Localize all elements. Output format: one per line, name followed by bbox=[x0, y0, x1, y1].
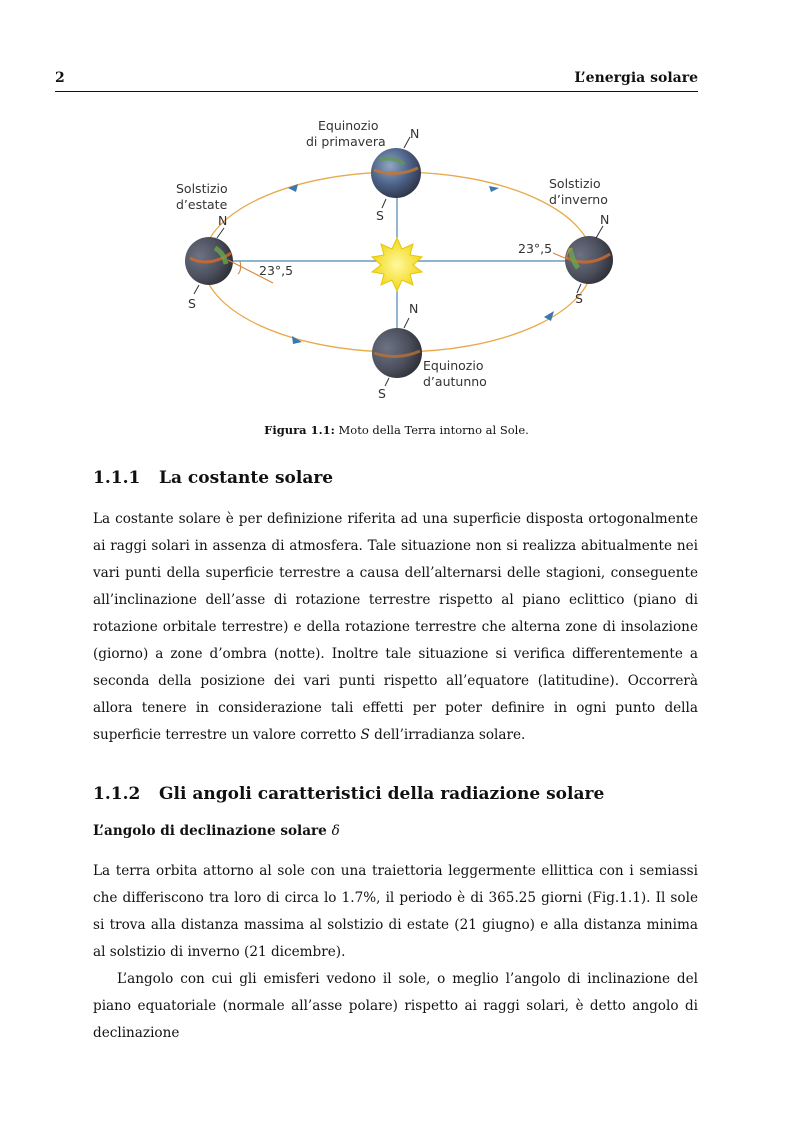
label-tilt-right: 23°,5 bbox=[518, 241, 553, 256]
page-number: 2 bbox=[55, 70, 65, 86]
section-title: La costante solare bbox=[159, 468, 334, 488]
earth-summer-solstice-icon bbox=[185, 237, 233, 285]
label-spring-n: N bbox=[410, 126, 420, 141]
label-autumn-2: d’autunno bbox=[423, 374, 487, 389]
label-autumn-1: Equinozio bbox=[423, 358, 484, 373]
label-winter-2: d’inverno bbox=[549, 192, 608, 207]
label-summer-2: d’estate bbox=[176, 197, 228, 212]
section-number: 1.1.2 bbox=[93, 784, 141, 804]
label-autumn-s: S bbox=[378, 386, 386, 401]
axis-autumn-south bbox=[385, 378, 389, 386]
paragraph-text: La costante solare è per definizione riferita ad una superficie disposta ortogonalmente ai raggi solari in assenza di atmosfera. Tale situazione non si realizza abitualmente nei vari punti della superficie terrestre a causa dell’alternarsi delle stagioni, conseguente all’inclinazione dell’asse di rotazione terrestre rispetto al piano eclittico (piano di rotazione orbitale terrestre) e della rotazione terrestre che alterna zone di insolazione (giorno) a zone d’ombra (notte). Inoltre tale situazione si verifica differentemente a seconda della posizione dei vari punti rispetto all’equatore (latitudine). Occorrerà allora tenere in considerazione tali effetti per poter definire in ogni punto della superficie terrestre un valore corretto bbox=[93, 511, 698, 743]
paragraph-text-end: dell’irradianza solare. bbox=[374, 727, 526, 743]
header-rule bbox=[55, 91, 698, 92]
paragraph-declination: L’angolo con cui gli emisferi vedono il sole, o meglio l’angolo di inclinazione del piano equatoriale (normale all’asse polare) rispetto ai raggi solari, è detto angolo di declinazione bbox=[93, 971, 698, 1041]
label-autumn-n: N bbox=[409, 301, 419, 316]
earth-winter-solstice-icon bbox=[565, 236, 613, 284]
label-summer-s: S bbox=[188, 296, 196, 311]
label-winter-1: Solstizio bbox=[549, 176, 601, 191]
orbit-arrow-bottom-right bbox=[544, 311, 554, 321]
orbit-arrow-top-left bbox=[288, 184, 298, 192]
label-spring-2: di primavera bbox=[306, 134, 386, 149]
earth-orbit-figure bbox=[168, 108, 623, 408]
label-summer-1: Solstizio bbox=[176, 181, 228, 196]
label-spring-s: S bbox=[376, 208, 384, 223]
axis-winter bbox=[596, 226, 603, 238]
subheading-declination bbox=[93, 823, 340, 839]
section-heading-1-1-2 bbox=[93, 784, 604, 804]
earth-orbit-diagram bbox=[168, 108, 623, 408]
running-title: L’energia solare bbox=[574, 70, 698, 86]
label-winter-s: S bbox=[575, 291, 583, 306]
caption-text: Moto della Terra intorno al Sole. bbox=[338, 423, 529, 437]
section-heading-1-1-1 bbox=[93, 468, 333, 488]
paragraph-orbit: La terra orbita attorno al sole con una traiettoria leggermente ellittica con i semiassi che differiscono tra loro di circa lo 1.7%, il periodo è di 365.25 giorni (Fig.1.1). Il sole si trova alla distanza massima al solstizio di estate (21 giugno) e alla distanza minima al solstizio di inverno (21 dicembre). bbox=[93, 863, 698, 960]
subheading-text: L’angolo di declinazione solare bbox=[93, 823, 327, 839]
earth-spring-equinox-icon bbox=[371, 148, 421, 198]
caption-label: Figura 1.1: bbox=[264, 423, 335, 437]
figure-caption bbox=[0, 423, 793, 437]
section-title: Gli angoli caratteristici della radiazione solare bbox=[159, 784, 605, 804]
symbol-s: S bbox=[360, 727, 370, 743]
label-summer-n: N bbox=[218, 213, 228, 228]
label-spring-1: Equinozio bbox=[318, 118, 379, 133]
label-tilt-left: 23°,5 bbox=[259, 263, 294, 278]
label-winter-n: N bbox=[600, 212, 610, 227]
earth-autumn-equinox-icon bbox=[372, 328, 422, 378]
orbit-arrow-top-right bbox=[489, 186, 499, 192]
axis-spring-south bbox=[382, 199, 386, 208]
paragraph-solar-constant bbox=[93, 506, 698, 749]
axis-summer bbox=[217, 228, 224, 238]
axis-summer-south bbox=[194, 285, 199, 294]
running-header bbox=[55, 70, 698, 90]
sun-icon bbox=[372, 238, 422, 291]
axis-autumn bbox=[404, 318, 409, 328]
symbol-delta: δ bbox=[331, 823, 340, 839]
section-number: 1.1.1 bbox=[93, 468, 141, 488]
